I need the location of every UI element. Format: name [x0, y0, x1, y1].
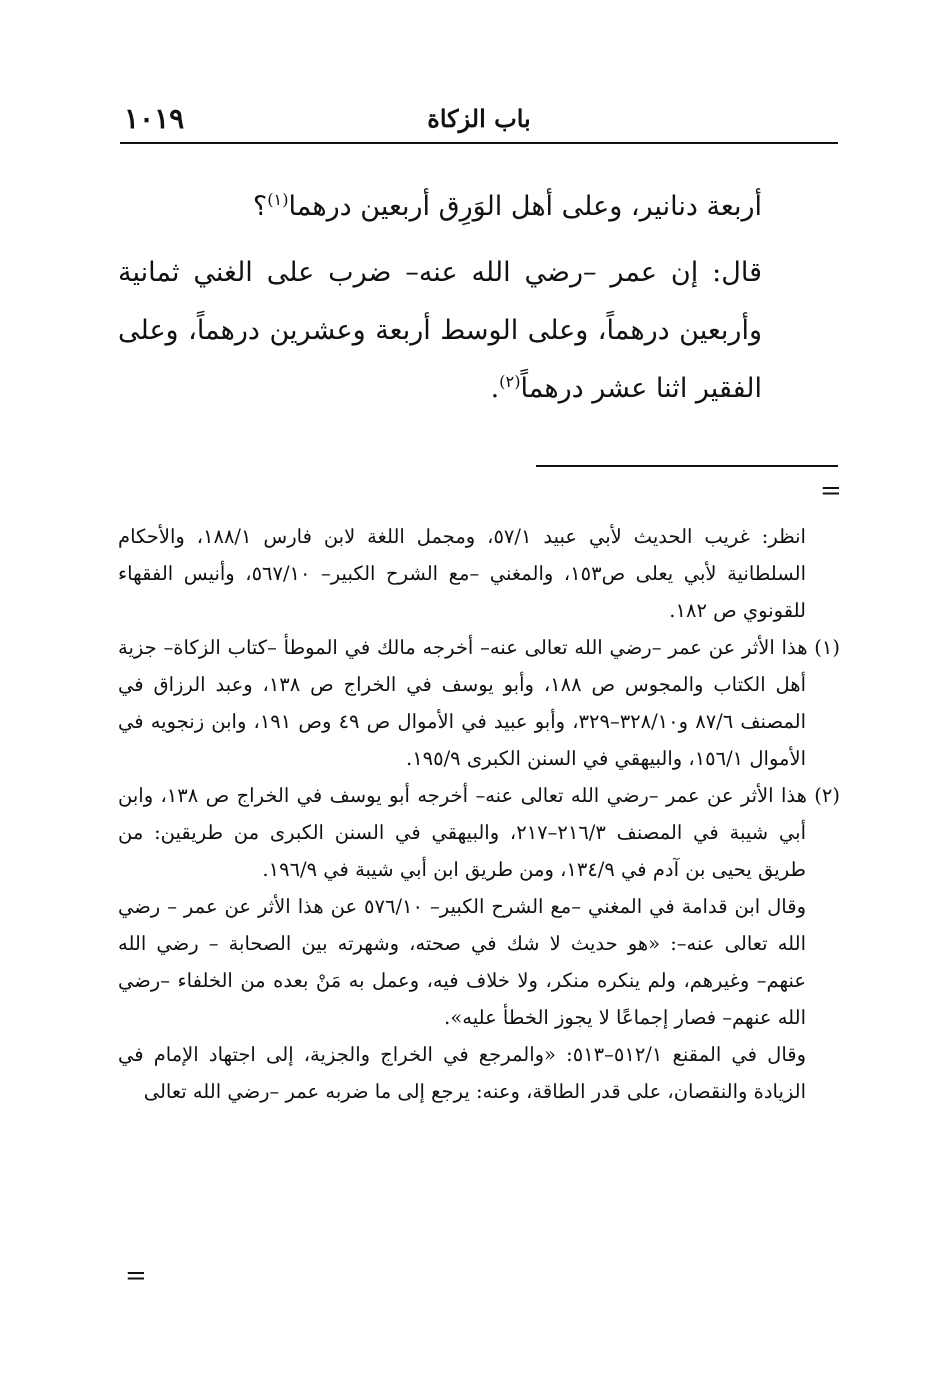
footnote-separator [536, 465, 838, 467]
footnotes-section [118, 518, 840, 1110]
main-text-line: أربعة دنانير، وعلى أهل الوَرِق أربعين درهما$^{(١)}$؟ [252, 190, 762, 222]
footnote-ref-1[interactable]: (١) [267, 190, 289, 209]
header-rule [120, 142, 838, 144]
continuation-mark-top: = [820, 476, 842, 506]
continuation-mark-bottom: = [125, 1261, 147, 1291]
main-text [118, 178, 762, 418]
footnote-continued: انظر: غريب الحديث لأبي عبيد ٥٧/١، ومجمل اللغة لابن فارس ١٨٨/١، والأحكام السلطانية لأبي يعلى ص١٥٣، والمغني –مع الشرح الكبير– ٥٦٧/١٠، وأنيس الفقهاء للقونوي ص ١٨٢. [118, 525, 806, 622]
footnote-ref-2[interactable]: (٢) [499, 372, 521, 391]
footnote-2-quote-mughni: وقال ابن قدامة في المغني –مع الشرح الكبير– ٥٧٦/١٠ عن هذا الأثر عن عمر – رضي الله تعالى عنه–: «هو حديث لا شك في صحته، وشهرته بين الصحابة – رضي الله عنهم– وغيرهم، ولم ينكره منكر، ولا خلاف فيه، وعمل به مَنْ بعده من الخلفاء –رضي الله عنهم– فصار إجماعًا لا يجوز الخطأ عليه». [118, 895, 806, 1029]
running-title: باب الزكاة [427, 104, 531, 133]
page-header [120, 98, 838, 140]
footnote-2-quote-muqni: وقال في المقنع ٥١٢/١–٥١٣: «والمرجع في الخراج والجزية، إلى اجتهاد الإمام في الزيادة والنقصان، على قدر الطاقة، وعنه: يرجع إلى ما ضربه عمر –رضي الله تعالى [118, 1043, 807, 1103]
footnote-2: (٢) هذا الأثر عن عمر –رضي الله تعالى عنه– أخرجه أبو يوسف في الخراج ص ١٣٨، وابن أبي شيبة في المصنف ٢١٦/٣–٢١٧، والبيهقي في السنن الكبرى من طريقين: من طريق يحيى بن آدم في ١٣٤/٩، ومن طريق ابن أبي شيبة في ١٩٦/٩. [118, 784, 840, 881]
footnote-1: (١) هذا الأثر عن عمر –رضي الله تعالى عنه– أخرجه مالك في الموطأ –كتاب الزكاة– جزية أهل الكتاب والمجوس ص ١٨٨، وأبو يوسف في الخراج ص ١٣٨، وعبد الرزاق في المصنف ٨٧/٦ و٣٢٨/١٠–٣٢٩، وأبو عبيد في الأموال ص ٤٩ وص ١٩١، وابن زنجويه في الأموال ١٥٦/١، والبيهقي في السنن الكبرى ١٩٥/٩. [118, 636, 840, 770]
main-text-paragraph: قال: إن عمر –رضي الله عنه– ضرب على الغني ثمانية وأربعين درهماً، وعلى الوسط أربعة وعشرين درهماً، وعلى الفقير اثنا عشر درهماً$^{(٢)}$. [118, 257, 762, 404]
page-number: ١٠١٩ [124, 102, 185, 135]
